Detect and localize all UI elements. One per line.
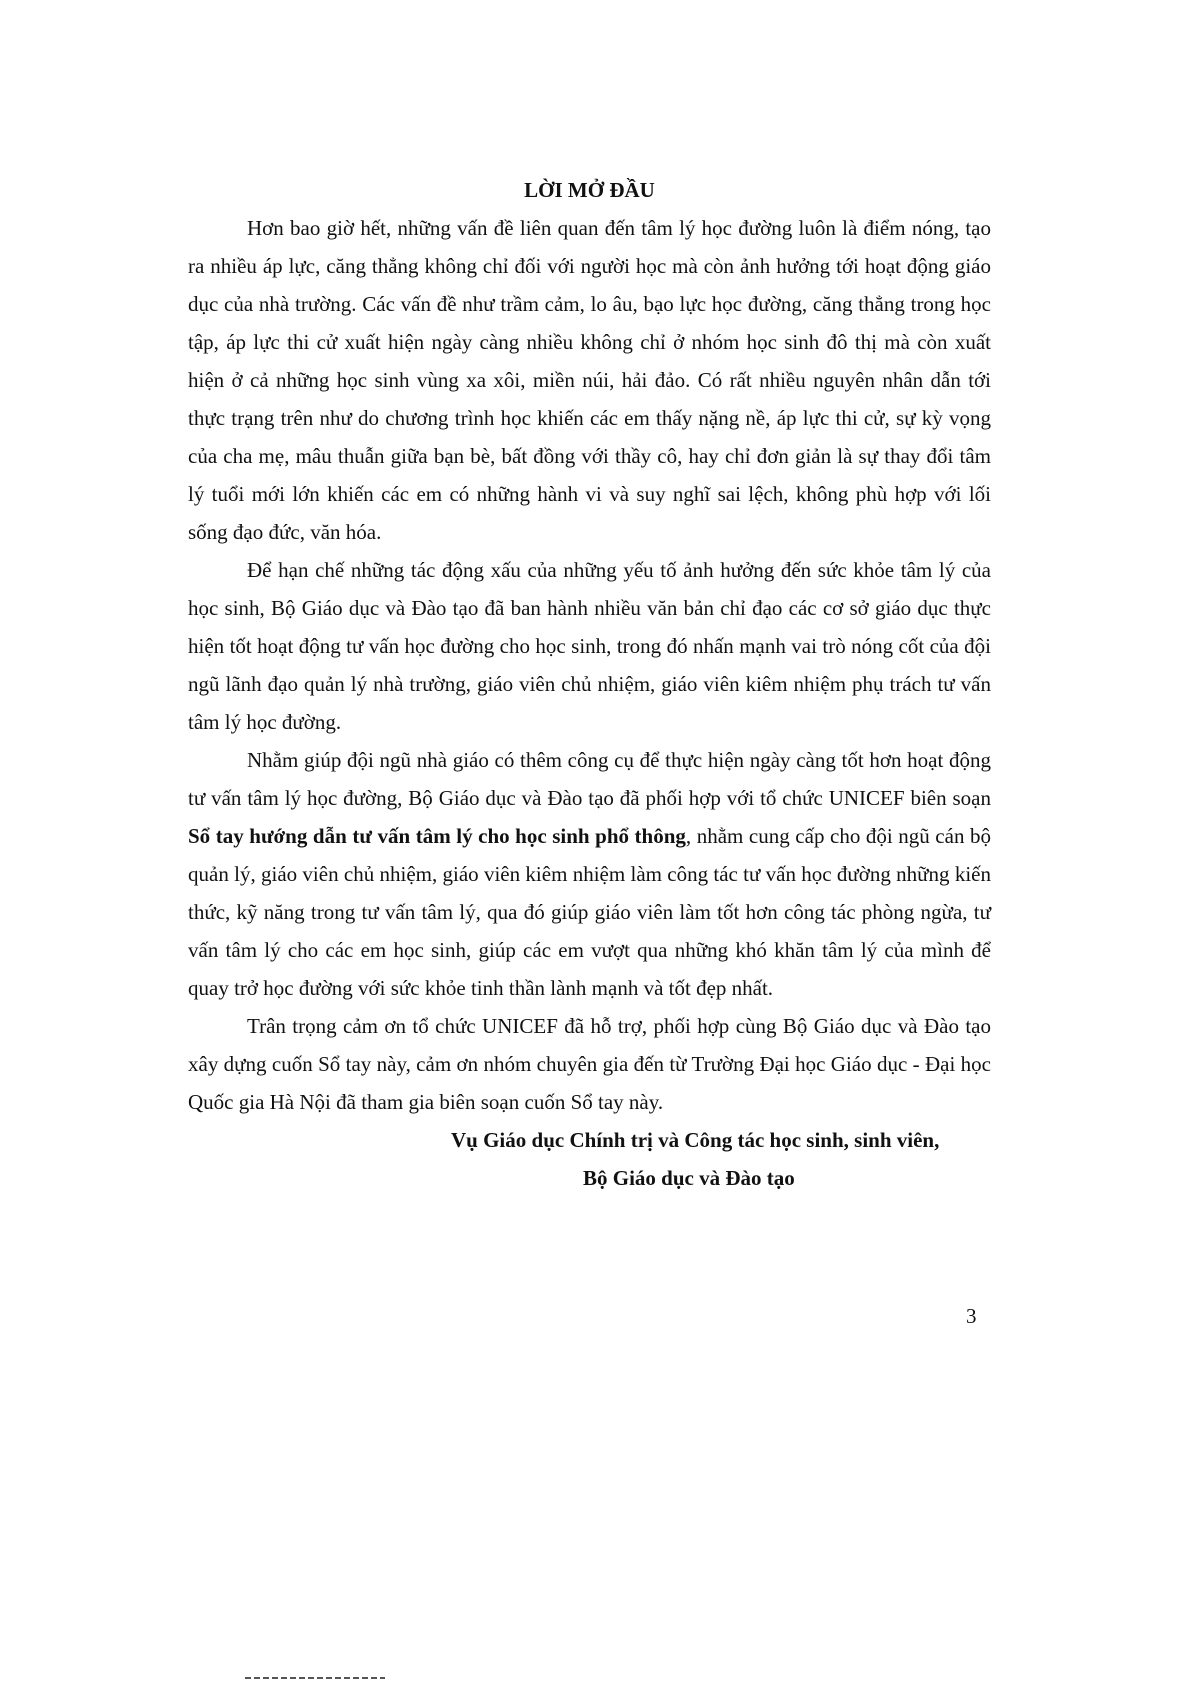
paragraph-2: Để hạn chế những tác động xấu của những yếu tố ảnh hưởng đến sức khỏe tâm lý của học sinh, Bộ Giáo dục và Đào tạo đã ban hành nhiều văn bản chỉ đạo các cơ sở giáo dục thực hiện tốt hoạt động tư vấn học đường cho học sinh, trong đó nhấn mạnh vai trò nóng cốt của đội ngũ lãnh đạo quản lý nhà trường, giáo viên chủ nhiệm, giáo viên kiêm nhiệm phụ trách tư vấn tâm lý học đường. bbox=[188, 558, 991, 734]
page-content bbox=[188, 171, 991, 1197]
signature-department: Vụ Giáo dục Chính trị và Công tác học sinh, sinh viên, bbox=[451, 1128, 940, 1152]
scan-artifact-line bbox=[245, 1677, 385, 1679]
paragraph-3-rest: , nhằm cung cấp cho đội ngũ cán bộ quản lý, giáo viên chủ nhiệm, giáo viên kiêm nhiệm làm công tác tư vấn học đường những kiến thức, kỹ năng trong tư vấn tâm lý, qua đó giúp giáo viên làm tốt hơn công tác phòng ngừa, tư vấn tâm lý cho các em học sinh, giúp các em vượt qua những khó khăn tâm lý của mình để quay trở học đường với sức khỏe tinh thần lành mạnh và tốt đẹp nhất. bbox=[188, 824, 991, 1000]
signature-ministry: Bộ Giáo dục và Đào tạo bbox=[583, 1166, 795, 1190]
page-number: 3 bbox=[966, 1304, 977, 1328]
handbook-title: Sổ tay hướng dẫn tư vấn tâm lý cho học sinh phổ thông bbox=[188, 824, 686, 848]
paragraph-1: Hơn bao giờ hết, những vấn đề liên quan đến tâm lý học đường luôn là điểm nóng, tạo ra nhiều áp lực, căng thẳng không chỉ đối với người học mà còn ảnh hưởng tới hoạt động giáo dục của nhà trường. Các vấn đề như trầm cảm, lo âu, bạo lực học đường, căng thẳng trong học tập, áp lực thi cử xuất hiện ngày càng nhiều không chỉ ở nhóm học sinh đô thị mà còn xuất hiện ở cả những học sinh vùng xa xôi, miền núi, hải đảo. Có rất nhiều nguyên nhân dẫn tới thực trạng trên như do chương trình học khiến các em thấy nặng nề, áp lực thi cử, sự kỳ vọng của cha mẹ, mâu thuẫn giữa bạn bè, bất đồng với thầy cô, hay chỉ đơn giản là sự thay đổi tâm lý tuổi mới lớn khiến các em có những hành vi và suy nghĩ sai lệch, không phù hợp với lối sống đạo đức, văn hóa. bbox=[188, 216, 991, 544]
paragraph-3-intro: Nhằm giúp đội ngũ nhà giáo có thêm công cụ để thực hiện ngày càng tốt hơn hoạt động tư vấn tâm lý học đường, Bộ Giáo dục và Đào tạo đã phối hợp với tổ chức UNICEF biên soạn bbox=[188, 748, 991, 810]
paragraph-4: Trân trọng cảm ơn tổ chức UNICEF đã hỗ trợ, phối hợp cùng Bộ Giáo dục và Đào tạo xây dựng cuốn Sổ tay này, cảm ơn nhóm chuyên gia đến từ Trường Đại học Giáo dục - Đại học Quốc gia Hà Nội đã tham gia biên soạn cuốn Sổ tay này. bbox=[188, 1014, 991, 1114]
paragraph-3 bbox=[188, 741, 991, 1007]
page-title: LỜI MỞ ĐẦU bbox=[524, 178, 655, 202]
